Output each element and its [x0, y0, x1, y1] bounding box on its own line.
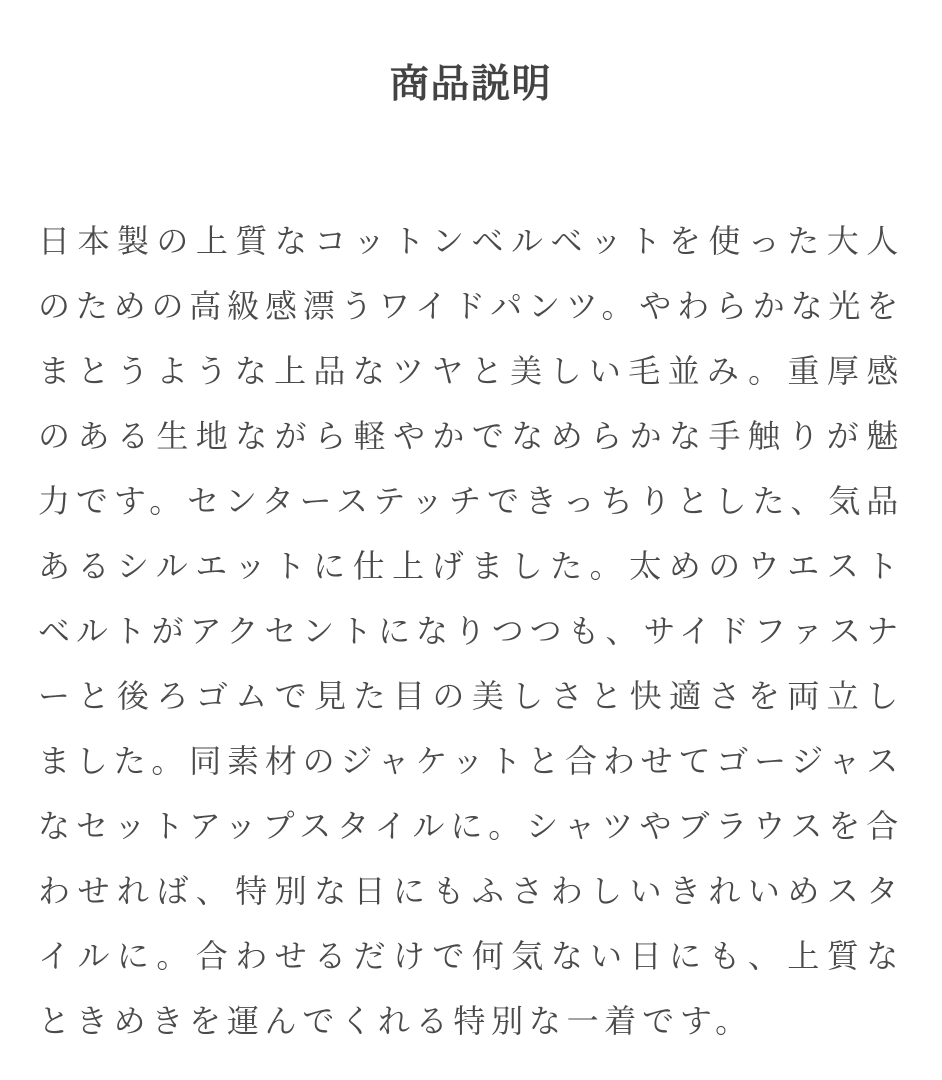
section-title: 商品説明	[389, 63, 553, 106]
product-description-text: 日本製の上質なコットンベルベットを使った大人のための高級感漂うワイドパンツ。やわらかな光をまとうような上品なツヤと美しい毛並み。重厚感のある生地ながら軽やかでなめらかな手触りが魅力です。センターステッチできっちりとした、気品あるシルエットに仕上げました。太めのウエストベルトがアクセントになりつつも、サイドファスナーと後ろゴムで見た目の美しさと快適さを両立しました。同素材のジャケットと合わせてゴージャスなセットアップスタイルに。シャツやブラウスを合わせれば、特別な日にもふさわしいきれいめスタイルに。合わせるだけで何気ない日にも、上質なときめきを運んでくれる特別な一着です。	[38, 222, 904, 1039]
